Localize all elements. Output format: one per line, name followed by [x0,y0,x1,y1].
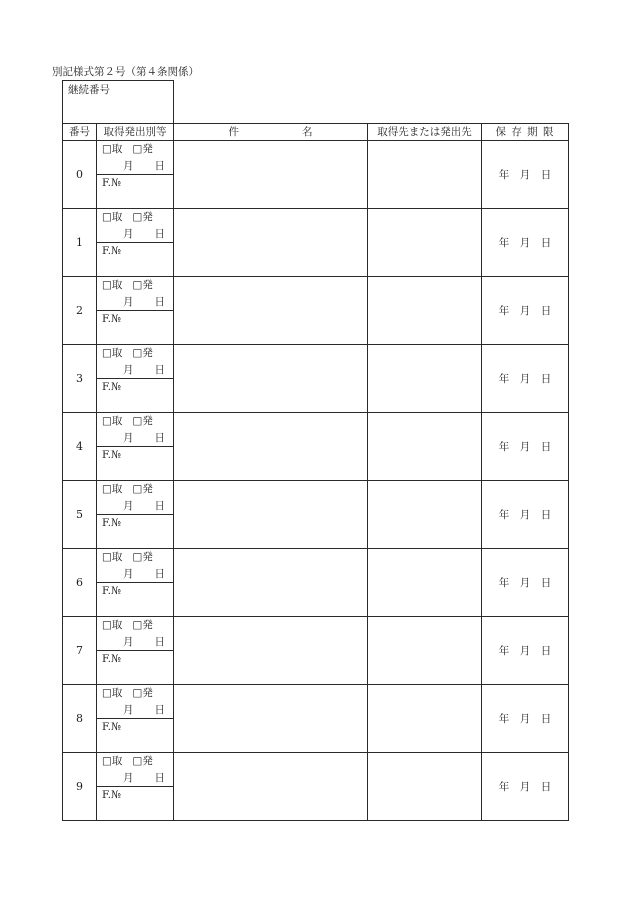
date-field[interactable]: 月 日 [123,228,165,240]
subject-field[interactable] [174,413,368,481]
header-retention-period: 保 存 期 限 [482,124,569,141]
counterparty-field[interactable] [368,617,482,685]
register-row [63,413,569,481]
subject-field[interactable] [174,481,368,549]
type-top-half [97,481,173,515]
type-options [97,345,173,362]
register-row [63,481,569,549]
retention-date-field[interactable]: 年 月 日 [482,413,569,481]
acquired-checkbox[interactable]: □取 [102,687,123,699]
form-title: 別記様式第２号（第４条関係） [52,66,199,78]
file-number-field[interactable]: F.№ [102,381,121,393]
file-number-field[interactable]: F.№ [102,585,121,597]
type-cell [97,277,174,345]
acquired-checkbox[interactable]: □取 [102,211,123,223]
counterparty-field[interactable] [368,141,482,209]
subject-field[interactable] [174,345,368,413]
acquired-checkbox[interactable]: □取 [102,483,123,495]
retention-date-field[interactable]: 年 月 日 [482,753,569,821]
retention-date-field[interactable]: 年 月 日 [482,209,569,277]
type-cell [97,209,174,277]
type-top-half [97,141,173,175]
file-number-field[interactable]: F.№ [102,653,121,665]
type-options [97,481,173,498]
counterparty-field[interactable] [368,685,482,753]
row-number: 7 [63,617,97,685]
subject-field[interactable] [174,753,368,821]
type-cell [97,413,174,481]
type-cell [97,753,174,821]
register-row [63,277,569,345]
type-cell [97,685,174,753]
date-field[interactable]: 月 日 [123,296,165,308]
register-row [63,685,569,753]
register-table [62,123,569,821]
type-cell [97,617,174,685]
counterparty-field[interactable] [368,413,482,481]
register-body [63,141,569,821]
date-field[interactable]: 月 日 [123,704,165,716]
register-row [63,549,569,617]
register-row [63,753,569,821]
type-cell [97,481,174,549]
retention-date-field[interactable]: 年 月 日 [482,345,569,413]
type-options [97,277,173,294]
date-field[interactable]: 月 日 [123,636,165,648]
retention-date-field[interactable]: 年 月 日 [482,141,569,209]
type-options [97,413,173,430]
subject-field[interactable] [174,277,368,345]
acquired-checkbox[interactable]: □取 [102,755,123,767]
type-cell [97,549,174,617]
type-options [97,685,173,702]
date-field[interactable]: 月 日 [123,160,165,172]
row-number: 9 [63,753,97,821]
subject-field[interactable] [174,685,368,753]
header-number: 番号 [63,124,97,141]
file-number-field[interactable]: F.№ [102,449,121,461]
issued-checkbox[interactable]: □発 [132,347,153,359]
header-subject: 件 名 [174,124,368,141]
acquired-checkbox[interactable]: □取 [102,619,123,631]
issued-checkbox[interactable]: □発 [132,551,153,563]
type-top-half [97,685,173,719]
header-row [63,124,569,141]
acquired-checkbox[interactable]: □取 [102,415,123,427]
file-number-field[interactable]: F.№ [102,177,121,189]
file-number-field[interactable]: F.№ [102,789,121,801]
row-number: 6 [63,549,97,617]
date-field[interactable]: 月 日 [123,364,165,376]
type-top-half [97,753,173,787]
row-number: 0 [63,141,97,209]
acquired-checkbox[interactable]: □取 [102,551,123,563]
counterparty-field[interactable] [368,209,482,277]
type-top-half [97,549,173,583]
register-row [63,617,569,685]
retention-date-field[interactable]: 年 月 日 [482,617,569,685]
issued-checkbox[interactable]: □発 [132,619,153,631]
subject-field[interactable] [174,549,368,617]
retention-date-field[interactable]: 年 月 日 [482,277,569,345]
date-field[interactable]: 月 日 [123,432,165,444]
issued-checkbox[interactable]: □発 [132,279,153,291]
row-number: 1 [63,209,97,277]
issued-checkbox[interactable]: □発 [132,687,153,699]
type-options [97,753,173,770]
issued-checkbox[interactable]: □発 [132,483,153,495]
type-options [97,617,173,634]
counterparty-field[interactable] [368,277,482,345]
continuation-number-box[interactable] [62,80,174,124]
type-top-half [97,413,173,447]
subject-field[interactable] [174,141,368,209]
type-top-half [97,345,173,379]
issued-checkbox[interactable]: □発 [132,211,153,223]
counterparty-field[interactable] [368,345,482,413]
subject-field[interactable] [174,617,368,685]
file-number-field[interactable]: F.№ [102,245,121,257]
row-number: 4 [63,413,97,481]
type-cell [97,345,174,413]
counterparty-field[interactable] [368,481,482,549]
acquired-checkbox[interactable]: □取 [102,347,123,359]
register-row [63,141,569,209]
type-options [97,549,173,566]
file-number-field[interactable]: F.№ [102,517,121,529]
subject-field[interactable] [174,209,368,277]
type-top-half [97,277,173,311]
date-field[interactable]: 月 日 [123,772,165,784]
acquired-checkbox[interactable]: □取 [102,143,123,155]
type-options [97,209,173,226]
counterparty-field[interactable] [368,753,482,821]
acquired-checkbox[interactable]: □取 [102,279,123,291]
continuation-number-value[interactable] [68,99,168,119]
continuation-number-label: 継続番号 [68,84,110,96]
row-number: 2 [63,277,97,345]
file-number-field[interactable]: F.№ [102,721,121,733]
retention-date-field[interactable]: 年 月 日 [482,685,569,753]
register-row [63,345,569,413]
type-top-half [97,617,173,651]
retention-date-field[interactable]: 年 月 日 [482,549,569,617]
file-number-field[interactable]: F.№ [102,313,121,325]
date-field[interactable]: 月 日 [123,568,165,580]
register-row [63,209,569,277]
header-acquire-issue-type: 取得発出別等 [97,124,174,141]
issued-checkbox[interactable]: □発 [132,143,153,155]
type-cell [97,141,174,209]
issued-checkbox[interactable]: □発 [132,415,153,427]
retention-date-field[interactable]: 年 月 日 [482,481,569,549]
row-number: 8 [63,685,97,753]
counterparty-field[interactable] [368,549,482,617]
issued-checkbox[interactable]: □発 [132,755,153,767]
date-field[interactable]: 月 日 [123,500,165,512]
row-number: 3 [63,345,97,413]
header-counterparty: 取得先または発出先 [368,124,482,141]
type-options [97,141,173,158]
row-number: 5 [63,481,97,549]
type-top-half [97,209,173,243]
